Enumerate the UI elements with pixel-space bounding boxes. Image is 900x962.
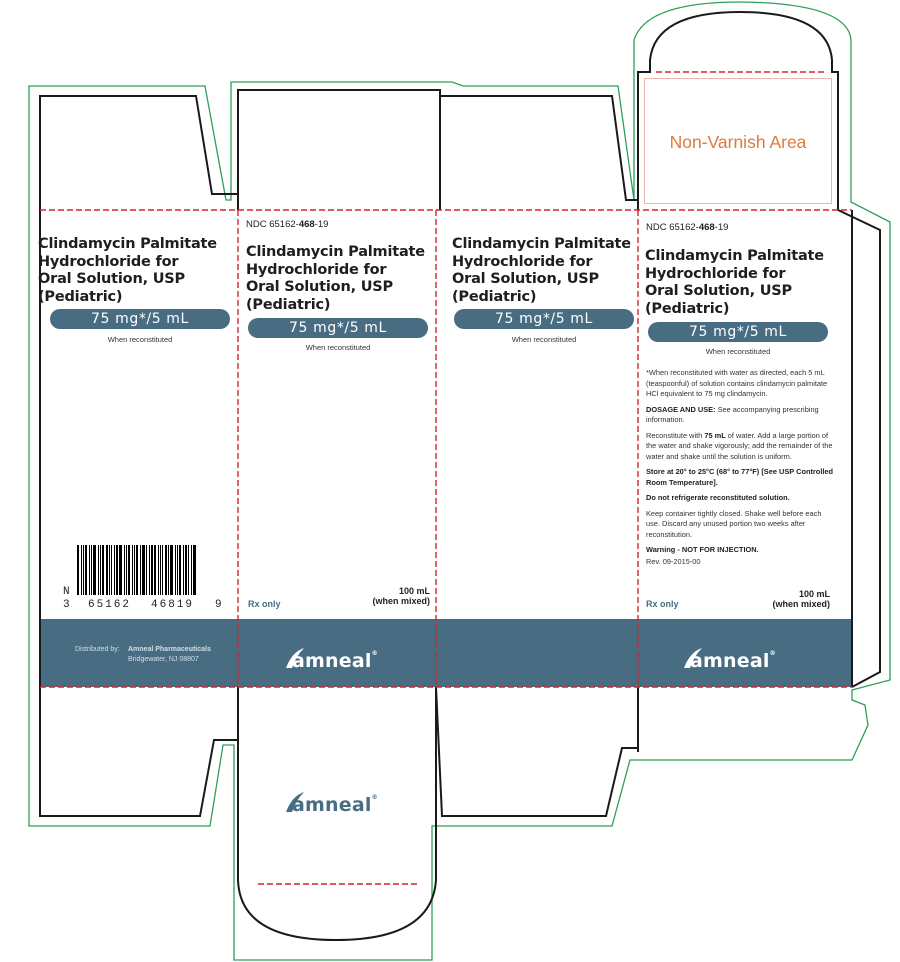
name-line: Hydrochloride for [452, 253, 593, 270]
name-line: Oral Solution, USP [645, 283, 792, 299]
panel4-strength-pill: 75 mg*/5 mL [648, 322, 828, 342]
panel3-product-name [452, 236, 638, 306]
barcode-bar [91, 545, 92, 595]
barcode-bar [179, 545, 181, 595]
non-varnish-label: Non-Varnish Area [669, 132, 807, 152]
upc-barcode [77, 545, 207, 595]
panel2-amneal-logo: amneal® [292, 650, 378, 672]
panel2-ndc: NDC 65162-468-19 [246, 219, 329, 230]
panel4-rx-only: Rx only [646, 599, 679, 609]
injection-warning: Warning - NOT FOR INJECTION. [646, 545, 759, 554]
barcode-bar [191, 545, 192, 595]
keep-closed: Keep container tightly closed. Shake well before each use. Discard any unused portion two weeks after reconstitution. [646, 508, 822, 539]
barcode-bar [140, 545, 141, 595]
barcode-bar [188, 545, 189, 595]
barcode-bar [146, 545, 147, 595]
name-line: Oral Solution, USP [38, 271, 185, 287]
name-line: (Pediatric) [645, 300, 730, 317]
panel4-reconstituted: When reconstituted [705, 347, 771, 356]
barcode-bar [114, 545, 115, 595]
barcode-bar [111, 545, 112, 595]
barcode-bar [160, 545, 161, 595]
barcode-bar [77, 545, 79, 595]
barcode-group1: 65162 [88, 599, 132, 611]
name-line: Oral Solution, USP [452, 271, 599, 287]
panel2-volume: 100 mL (when mixed) [372, 586, 430, 606]
name-line: Clindamycin Palmitate [452, 236, 631, 252]
barcode-group2: 46819 [151, 599, 195, 611]
barcode-bar [151, 545, 153, 595]
distributor-name: Amneal Pharmaceuticals [128, 646, 211, 653]
barcode-first-digit: 3 [63, 599, 70, 611]
name-line: Hydrochloride for [246, 261, 387, 278]
barcode-bar [154, 545, 156, 595]
barcode-bar [193, 545, 196, 595]
panel4-amneal-logo: amneal® [690, 650, 776, 672]
barcode-bar [168, 545, 169, 595]
barcode-bar [89, 545, 90, 595]
barcode-bar [124, 545, 125, 595]
name-line: (Pediatric) [452, 288, 537, 305]
barcode-last-digit: 9 [215, 599, 222, 611]
barcode-bar [128, 545, 130, 595]
panel2-strength-pill: 75 mg*/5 mL [248, 318, 428, 338]
panel4-product-name [645, 248, 845, 318]
panel2-product-name [246, 244, 436, 314]
panel2-rx-only: Rx only [248, 599, 281, 609]
distributor-city: Bridgewater, NJ 08807 [128, 656, 199, 663]
name-line: (Pediatric) [246, 296, 331, 313]
barcode-bar [102, 545, 104, 595]
barcode-left-char: N [63, 586, 70, 598]
dosage: DOSAGE AND USE: See accompanying prescribing information. [646, 404, 819, 424]
bottom-flap-amneal-logo: amneal® [292, 794, 378, 816]
barcode-bar [119, 545, 122, 595]
barcode-bar [158, 545, 159, 595]
barcode-bar [136, 545, 138, 595]
name-line: Clindamycin Palmitate [246, 244, 425, 260]
name-line: Oral Solution, USP [246, 279, 393, 295]
barcode-bar [170, 545, 173, 595]
panel4-ndc: NDC 65162-468-19 [646, 222, 729, 233]
refrigerate-warning: Do not refrigerate reconstituted solution. [646, 493, 790, 502]
barcode-bar [185, 545, 187, 595]
panel3-strength-pill: 75 mg*/5 mL [454, 309, 634, 329]
barcode-bar [177, 545, 178, 595]
barcode-bar [83, 545, 84, 595]
barcode-bar [81, 545, 82, 595]
panel1-reconstituted: When reconstituted [107, 335, 173, 344]
barcode-bar [126, 545, 127, 595]
storage: Store at 20° to 25°C (68° to 77°F) [See USP Controlled Room Temperature]. [646, 467, 834, 487]
revision: Rev. 09-2015-00 [646, 556, 701, 566]
barcode-bar [165, 545, 167, 595]
name-line: Hydrochloride for [645, 265, 786, 282]
barcode-bar [142, 545, 145, 595]
barcode-bar [109, 545, 110, 595]
barcode-bar [162, 545, 163, 595]
distributed-by-label: Distributed by: [75, 646, 120, 653]
barcode-bar [132, 545, 133, 595]
barcode-bar [116, 545, 118, 595]
barcode-bar [98, 545, 99, 595]
panel2-reconstituted: When reconstituted [305, 343, 371, 352]
name-line: Clindamycin Palmitate [38, 236, 217, 252]
barcode-bar [183, 545, 184, 595]
barcode-bar [85, 545, 87, 595]
barcode-bar [134, 545, 135, 595]
barcode-bar [93, 545, 96, 595]
name-line: (Pediatric) [38, 288, 123, 305]
name-line: Hydrochloride for [38, 253, 179, 270]
panel4-volume: 100 mL (when mixed) [772, 589, 830, 609]
panel3-reconstituted: When reconstituted [511, 335, 577, 344]
footnote: *When reconstituted with water as directed, each 5 mL (teaspoonful) of solution contains clindamycin palmitate HCl equivalent to 75 mg clindamycin. [646, 368, 828, 398]
barcode-bar [106, 545, 108, 595]
panel1-strength-pill: 75 mg*/5 mL [50, 309, 230, 329]
reconstitute-instructions: Reconstitute with 75 mL of water. Add a large portion of the water and shake vigorously; add the remainder of the water and shake until the solution is uniform. [646, 430, 833, 461]
panel4-info-text [646, 368, 834, 572]
name-line: Clindamycin Palmitate [645, 248, 824, 264]
panel1-product-name [38, 236, 236, 306]
barcode-bar [100, 545, 101, 595]
barcode-bar [175, 545, 176, 595]
barcode-bar [149, 545, 150, 595]
